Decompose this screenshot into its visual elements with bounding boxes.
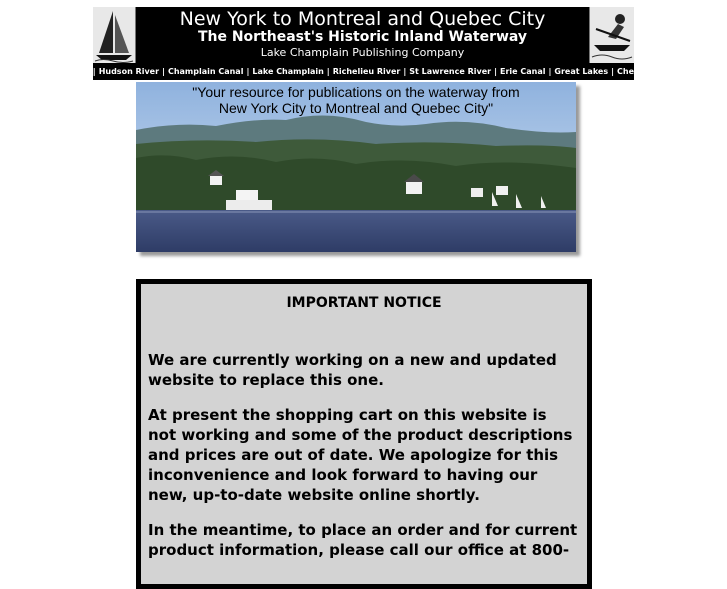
nav-st-lawrence-river[interactable]: St Lawrence River: [409, 67, 492, 76]
rower-logo: [589, 7, 634, 63]
nav-separator: |: [92, 67, 96, 76]
important-notice-box: [136, 279, 592, 589]
hero-tagline-line-2: New York City to Montreal and Quebec City": [218, 100, 494, 116]
site-title: New York to Montreal and Quebec City: [179, 8, 546, 30]
nav-separator: |: [548, 67, 552, 76]
sailboat-logo: [93, 7, 136, 63]
notice-paragraph-3: In the meantime, to place an order and for current product information, please call our office at 800-: [148, 521, 578, 559]
nav-erie-canal[interactable]: Erie Canal: [499, 67, 546, 76]
notice-heading: IMPORTANT NOTICE: [286, 295, 442, 311]
hero-tagline-line-1: "Your resource for publications on the waterway from: [192, 84, 520, 100]
hero-tagline: [136, 84, 576, 116]
publisher-name: Lake Champlain Publishing Company: [260, 46, 465, 59]
nav-separator: |: [246, 67, 250, 76]
nav-separator: |: [611, 67, 615, 76]
nav-separator: |: [162, 67, 165, 76]
nav-hudson-river[interactable]: Hudson River: [98, 67, 160, 76]
nav-home[interactable]: Home: [63, 67, 90, 76]
main-nav: [63, 63, 664, 80]
site-subtitle: The Northeast's Historic Inland Waterway: [197, 29, 528, 45]
notice-paragraph-2: At present the shopping cart on this website is not working and some of the product descriptions and prices are out of date. We apologize for this inconvenience and look forward to having our new, up-to-date website online shortly.: [148, 406, 573, 504]
hero-lake-image: [136, 82, 576, 252]
nav-separator: |: [326, 67, 330, 76]
nav-separator: |: [403, 67, 407, 76]
nav-champlain-canal[interactable]: Champlain Canal: [167, 67, 244, 76]
nav-check-out[interactable]: Check Out: [617, 67, 664, 76]
notice-paragraph-1: We are currently working on a new and updated website to replace this one.: [148, 351, 557, 389]
site-banner: [93, 7, 634, 63]
nav-richelieu-river[interactable]: Richelieu River: [332, 67, 401, 76]
nav-great-lakes[interactable]: Great Lakes: [554, 67, 609, 76]
nav-lake-champlain[interactable]: Lake Champlain: [252, 67, 324, 76]
nav-separator: |: [494, 67, 497, 76]
